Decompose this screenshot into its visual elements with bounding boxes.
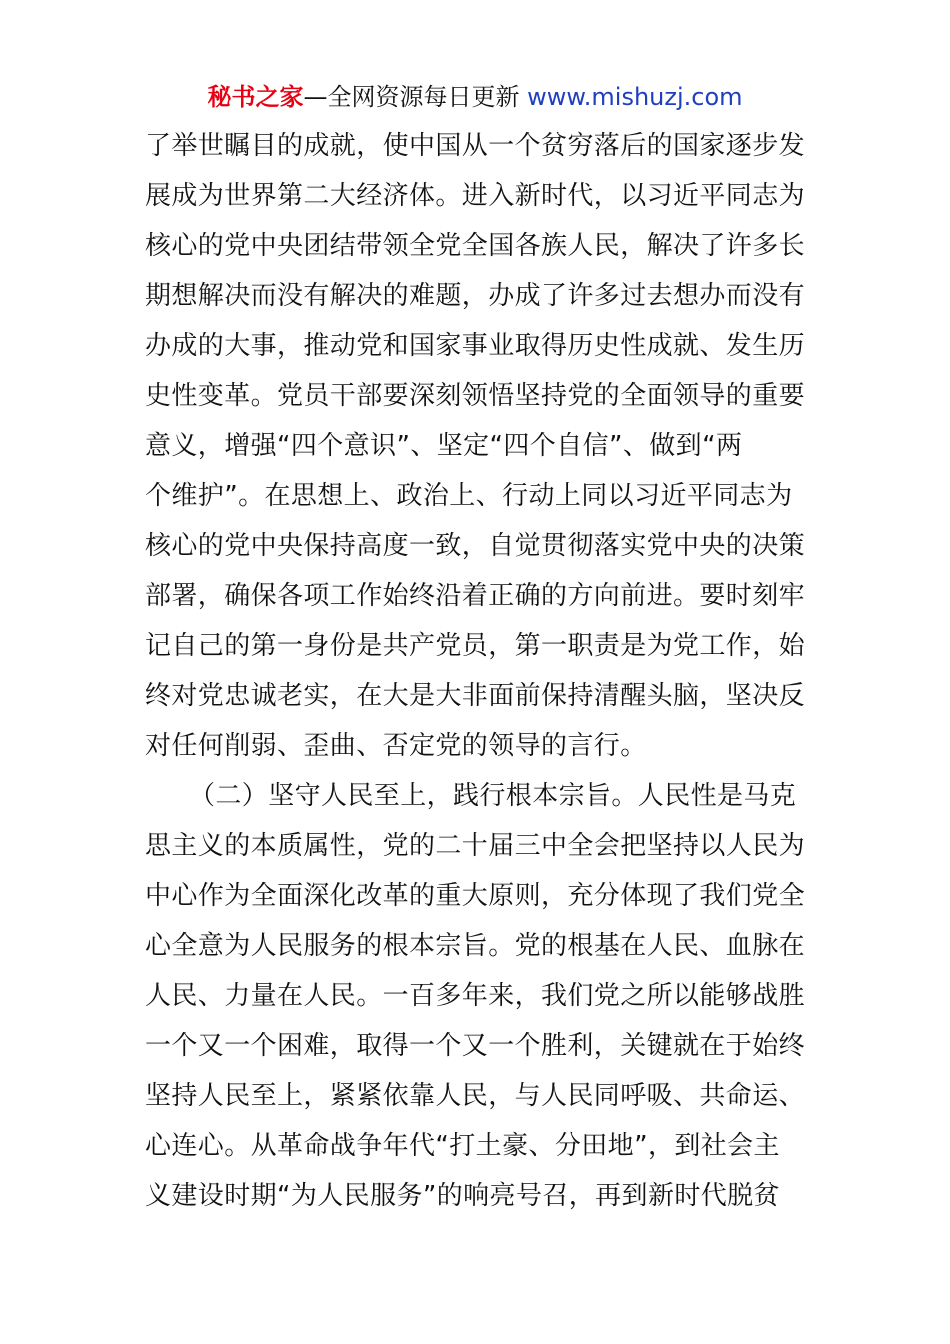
text-line: 期想解决而没有解决的难题，办成了许多过去想办而没有 — [145, 281, 806, 311]
document-header — [0, 80, 950, 114]
document-body — [145, 121, 825, 1221]
text-line: 一个又一个困难，取得一个又一个胜利，关键就在于始终 — [145, 1031, 806, 1061]
text-line: 史性变革。党员干部要深刻领悟坚持党的全面领导的重要 — [145, 381, 806, 411]
text-line: 终对党忠诚老实，在大是大非面前保持清醒头脑，坚决反 — [145, 681, 806, 711]
header-brand: 秘书之家 — [207, 83, 304, 111]
header-url-link[interactable]: www.mishuzj.com — [527, 83, 743, 111]
text-line: 坚持人民至上，紧紧依靠人民，与人民同呼吸、共命运、 — [145, 1081, 806, 1111]
text-line: 记自己的第一身份是共产党员，第一职责是为党工作，始 — [145, 631, 806, 661]
text-line: 思主义的本质属性，党的二十届三中全会把坚持以人民为 — [145, 831, 806, 861]
section-heading-line: （二）坚守人民至上，践行根本宗旨。人民性是马克 — [189, 781, 797, 811]
text-line: 对任何削弱、歪曲、否定党的领导的言行。 — [145, 731, 647, 761]
text-line: 人民、力量在人民。一百多年来，我们党之所以能够战胜 — [145, 981, 806, 1011]
text-line: 意义，增强“四个意识”、坚定“四个自信”、做到“两 — [145, 431, 743, 461]
text-line: 核心的党中央保持高度一致，自觉贯彻落实党中央的决策 — [145, 531, 806, 561]
text-line: 心连心。从革命战争年代“打土豪、分田地”，到社会主 — [145, 1131, 780, 1161]
text-line: 办成的大事，推动党和国家事业取得历史性成就、发生历 — [145, 331, 806, 361]
text-line: 核心的党中央团结带领全党全国各族人民，解决了许多长 — [145, 231, 806, 261]
text-line: 中心作为全面深化改革的重大原则，充分体现了我们党全 — [145, 881, 806, 911]
text-line: 了举世瞩目的成就，使中国从一个贫穷落后的国家逐步发 — [145, 131, 806, 161]
text-line: 义建设时期“为人民服务”的响亮号召，再到新时代脱贫 — [145, 1181, 780, 1211]
text-line: 个维护”。在思想上、政治上、行动上同以习近平同志为 — [145, 481, 793, 511]
text-line: 心全意为人民服务的根本宗旨。党的根基在人民、血脉在 — [145, 931, 806, 961]
header-tagline: —全网资源每日更新 — [303, 83, 528, 111]
text-line: 部署，确保各项工作始终沿着正确的方向前进。要时刻牢 — [145, 581, 806, 611]
text-line: 展成为世界第二大经济体。进入新时代，以习近平同志为 — [145, 181, 806, 211]
